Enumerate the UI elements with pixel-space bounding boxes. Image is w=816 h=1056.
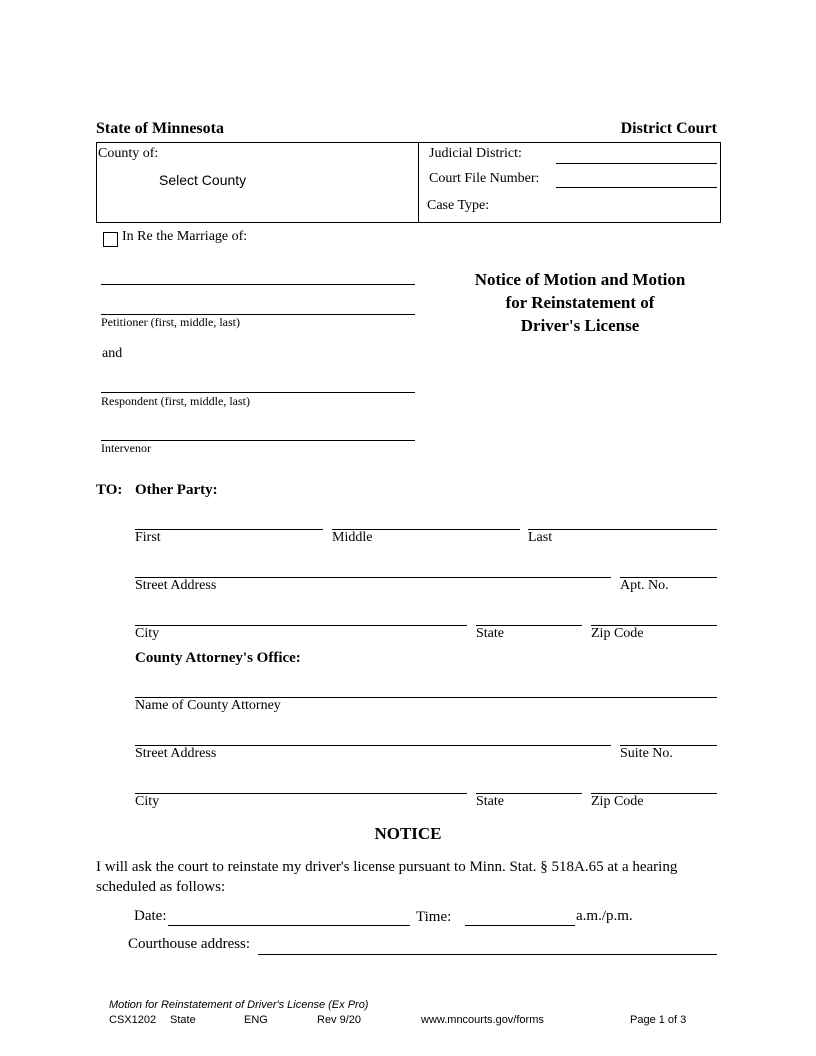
footer-state: State xyxy=(170,1014,196,1026)
attorney-zip-label: Zip Code xyxy=(591,794,644,809)
judicial-district-input[interactable] xyxy=(556,145,717,164)
last-name-input[interactable] xyxy=(528,511,717,530)
petitioner-line-1[interactable] xyxy=(101,266,415,285)
attorney-street-input[interactable] xyxy=(135,727,611,746)
footer-lang: ENG xyxy=(244,1014,268,1026)
marriage-checkbox[interactable] xyxy=(103,232,118,247)
date-input[interactable] xyxy=(168,907,410,926)
first-name-input[interactable] xyxy=(135,511,323,530)
county-select[interactable]: Select County xyxy=(159,172,247,188)
and-label: and xyxy=(102,346,123,361)
notice-text-line2: scheduled as follows: xyxy=(96,879,226,895)
city-input[interactable] xyxy=(135,607,467,626)
street-address-input[interactable] xyxy=(135,559,611,578)
other-party-label: Other Party: xyxy=(135,482,218,498)
form-title xyxy=(440,268,720,337)
attorney-state-label: State xyxy=(476,794,504,809)
attorney-city-input[interactable] xyxy=(135,775,467,794)
court-file-input[interactable] xyxy=(556,169,717,188)
county-attorney-heading: County Attorney's Office: xyxy=(135,650,301,666)
intervenor-label: Intervenor xyxy=(101,441,151,455)
state-heading: State of Minnesota xyxy=(96,120,224,137)
footer-code: CSX1202 xyxy=(109,1014,157,1026)
last-label: Last xyxy=(528,530,553,545)
apt-input[interactable] xyxy=(620,559,717,578)
petitioner-line-2[interactable] xyxy=(101,296,415,315)
court-heading: District Court xyxy=(620,120,717,137)
notice-text-line1: I will ask the court to reinstate my driver's license pursuant to Minn. Stat. § 518A.65 at a hearing xyxy=(96,859,678,875)
suite-label: Suite No. xyxy=(620,746,673,761)
state-label: State xyxy=(476,626,504,641)
suite-input[interactable] xyxy=(620,727,717,746)
attorney-zip-input[interactable] xyxy=(591,775,717,794)
form-title-line2: for Reinstatement of xyxy=(505,293,655,312)
zip-input[interactable] xyxy=(591,607,717,626)
footer-url[interactable]: www.mncourts.gov/forms xyxy=(421,1014,544,1026)
middle-name-input[interactable] xyxy=(332,511,520,530)
caption-divider xyxy=(418,142,419,222)
case-type-label: Case Type: xyxy=(427,198,490,213)
county-attorney-name-label: Name of County Attorney xyxy=(135,698,281,713)
state-input[interactable] xyxy=(476,607,582,626)
street-label: Street Address xyxy=(135,578,217,593)
respondent-input[interactable] xyxy=(101,374,415,393)
respondent-label: Respondent (first, middle, last) xyxy=(101,394,250,408)
footer-page: Page 1 of 3 xyxy=(630,1014,687,1026)
form-title-line3: Driver's License xyxy=(520,316,640,335)
to-label: TO: xyxy=(96,482,123,498)
intervenor-input[interactable] xyxy=(101,422,415,441)
attorney-state-input[interactable] xyxy=(476,775,582,794)
zip-label: Zip Code xyxy=(591,626,644,641)
petitioner-label: Petitioner (first, middle, last) xyxy=(101,315,240,329)
marriage-label: In Re the Marriage of: xyxy=(122,229,248,244)
attorney-city-label: City xyxy=(135,794,160,809)
time-label: Time: xyxy=(416,909,452,925)
middle-label: Middle xyxy=(332,530,373,545)
judicial-district-label: Judicial District: xyxy=(429,146,522,161)
date-label: Date: xyxy=(134,908,167,924)
notice-heading: NOTICE xyxy=(374,824,442,843)
form-title-line1: Notice of Motion and Motion xyxy=(474,270,686,289)
time-input[interactable] xyxy=(465,907,575,926)
court-file-label: Court File Number: xyxy=(429,171,540,186)
ampm-label: a.m./p.m. xyxy=(576,908,633,924)
county-label: County of: xyxy=(98,146,159,161)
footer-rev: Rev 9/20 xyxy=(317,1014,362,1026)
first-label: First xyxy=(135,530,161,545)
footer-form-name: Motion for Reinstatement of Driver's License (Ex Pro) xyxy=(109,999,369,1011)
courthouse-label: Courthouse address: xyxy=(128,936,251,952)
county-attorney-name-input[interactable] xyxy=(135,679,717,698)
apt-label: Apt. No. xyxy=(620,578,669,593)
attorney-street-label: Street Address xyxy=(135,746,217,761)
city-label: City xyxy=(135,626,160,641)
courthouse-input[interactable] xyxy=(258,936,717,955)
